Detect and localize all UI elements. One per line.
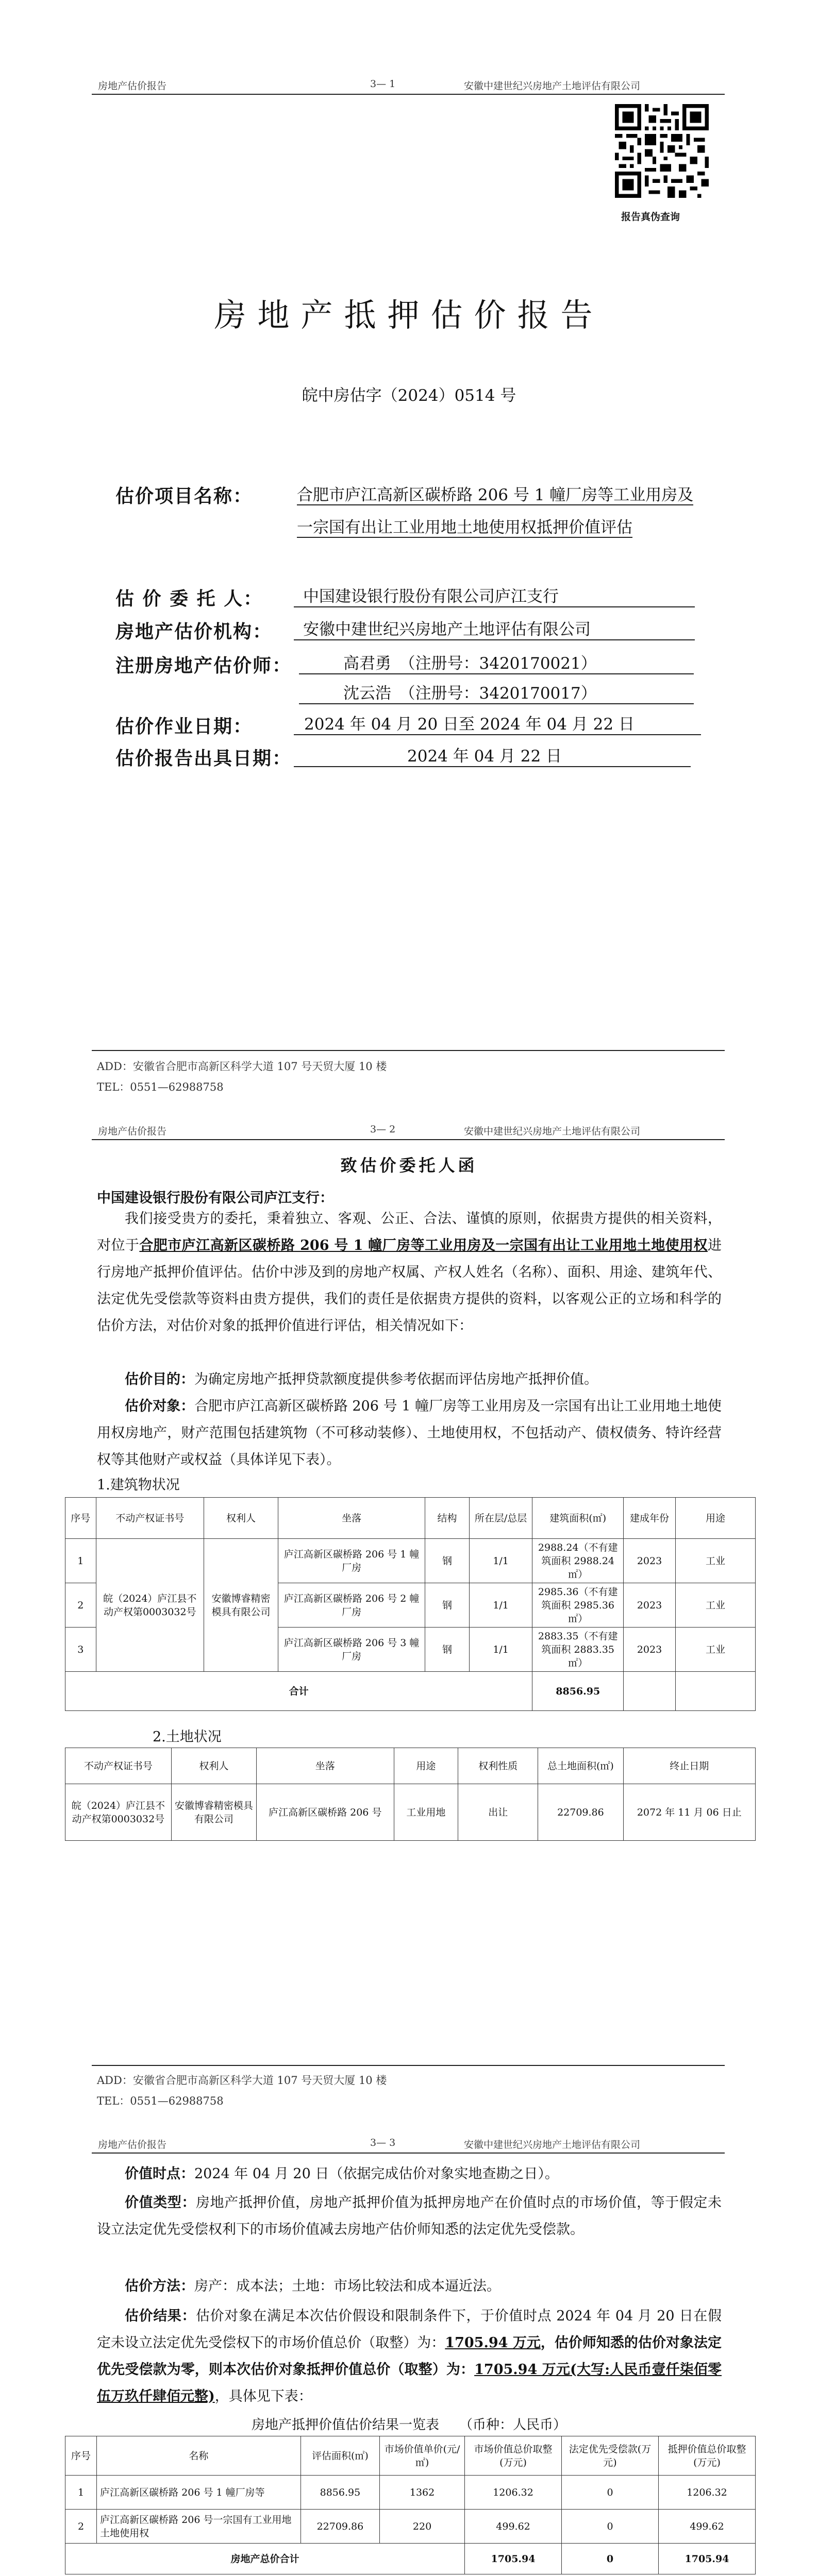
cell: 钢 — [425, 1539, 470, 1583]
document-number: 皖中房估字（2024）0514 号 — [302, 386, 516, 405]
total-area: 8856.95 — [532, 1672, 624, 1711]
table-total-row — [65, 1672, 756, 1711]
table-total-row — [65, 2544, 756, 2574]
cell: 1/1 — [469, 1628, 532, 1672]
cell: 0 — [562, 2476, 659, 2510]
client-label: 估 价 委 托 人： — [115, 588, 263, 609]
table-row — [65, 1539, 756, 1583]
issue-date-label: 估价报告出具日期： — [115, 748, 292, 769]
table-header-row — [65, 2436, 756, 2476]
header-rule — [92, 2153, 725, 2154]
qr-caption: 报告真伪查询 — [621, 211, 680, 223]
cell: 钢 — [425, 1628, 470, 1672]
col-header: 终止日期 — [623, 1748, 755, 1784]
cell: 220 — [380, 2510, 465, 2544]
method-label: 估价方法： — [125, 2278, 194, 2294]
cell: 出让 — [458, 1784, 538, 1841]
building-table — [65, 1497, 756, 1711]
total-label: 合计 — [65, 1672, 532, 1711]
cell: 2072 年 11 月 06 日止 — [623, 1784, 755, 1841]
appraiser-1: 高君勇 （注册号：3420170021） — [299, 650, 694, 674]
client-value: 中国建设银行股份有限公司庐江支行 — [294, 583, 695, 607]
cell: 8856.95 — [301, 2476, 379, 2510]
col-header: 名称 — [97, 2436, 301, 2476]
purpose-label: 估价目的： — [125, 1371, 194, 1387]
cell: 1/1 — [469, 1583, 532, 1628]
col-header: 市场价值总价取整(万元) — [465, 2436, 562, 2476]
col-header: 序号 — [65, 1498, 96, 1539]
cell: 庐江高新区碳桥路 206 号 — [256, 1784, 394, 1841]
result-mortgage-value: 1705.94 万元(大写:人民币壹仟柒佰零伍万玖仟肆佰元整) — [97, 2362, 722, 2404]
table-row — [65, 1784, 756, 1841]
cell: 22709.86 — [301, 2510, 379, 2544]
object-text: 合肥市庐江高新区碳桥路 206 号 1 幢厂房等工业用房及一宗国有出让工业用地土地使用权房地产，财产范围包括建筑物（不可移动装修）、土地使用权，不包括动产、债权债务、特许经营权等其他财产或权益（具体详见下表）。 — [97, 1398, 722, 1468]
footer-tel: TEL：0551—62988758 — [97, 1081, 224, 1093]
col-header: 权利性质 — [458, 1748, 538, 1784]
header-left: 房地产估价报告 — [98, 2139, 167, 2150]
letter-salutation: 中国建设银行股份有限公司庐江支行： — [97, 1190, 333, 1206]
value-date-label: 价值时点： — [125, 2166, 194, 2182]
col-header: 总土地面积(㎡) — [538, 1748, 623, 1784]
footer-tel: TEL：0551—62988758 — [97, 2095, 224, 2107]
cell: 2023 — [624, 1628, 676, 1672]
cell: 2 — [65, 1583, 96, 1628]
project-name-label: 估价项目名称： — [115, 485, 253, 507]
header-left: 房地产估价报告 — [98, 1126, 167, 1137]
cell: 1362 — [380, 2476, 465, 2510]
report-title: 房地产抵押估价报告 — [214, 296, 604, 334]
cell: 工业 — [675, 1539, 755, 1583]
total-label: 房地产总价合计 — [65, 2544, 465, 2574]
method — [97, 2273, 722, 2300]
cell: 庐江高新区碳桥路 206 号 2 幢厂房 — [278, 1583, 425, 1628]
cell: 1206.32 — [658, 2476, 755, 2510]
letter-title: 致估价委托人函 — [340, 1156, 478, 1175]
header-right: 安徽中建世纪兴房地产土地评估有限公司 — [464, 80, 641, 92]
total-market: 1705.94 — [465, 2544, 562, 2574]
cell: 庐江高新区碳桥路 206 号 1 幢厂房等 — [97, 2476, 301, 2510]
cell — [675, 1672, 755, 1711]
value-type-text: 房地产抵押价值，房地产抵押价值为抵押房地产在价值时点的市场价值，等于假定未设立法定优先受偿权利下的市场价值减去房地产估价师知悉的法定优先受偿款。 — [97, 2195, 722, 2238]
col-header: 评估面积(㎡) — [301, 2436, 379, 2476]
result-text-a: 估价对象在满足本次估价假设和限制条件下，于价值时点 2024 年 04 月 20 日在假定未设立法定优先受偿权下的市场价值总价（取整）为： — [97, 2308, 722, 2351]
agency-value: 安徽中建世纪兴房地产土地评估有限公司 — [294, 616, 695, 640]
p1-subject: 合肥市庐江高新区碳桥路 206 号 1 幢厂房等工业用房及一宗国有出让工业用地土地使用权 — [139, 1238, 708, 1253]
cell: 2 — [65, 2510, 97, 2544]
cert-cell: 皖（2024）庐江县不动产权第0003032号 — [96, 1539, 204, 1672]
col-header: 坐落 — [278, 1498, 425, 1539]
result-text-e: ，具体见下表： — [214, 2388, 312, 2404]
value-date — [97, 2161, 722, 2188]
header-page: 3— 2 — [370, 1124, 396, 1135]
value-date-text: 2024 年 04 月 20 日（依据完成估价对象实地查勘之日）。 — [194, 2166, 559, 2182]
header-left: 房地产估价报告 — [98, 80, 167, 92]
result-market-value: 1705.94 万元 — [445, 2335, 541, 2351]
purpose-text: 为确定房地产抵押贷款额度提供参考依据而评估房地产抵押价值。 — [194, 1371, 598, 1387]
cell: 0 — [562, 2510, 659, 2544]
col-header: 序号 — [65, 2436, 97, 2476]
cell: 1/1 — [469, 1539, 532, 1583]
section-building: 1.建筑物状况 — [97, 1477, 180, 1493]
appraiser-2: 沈云浩 （注册号：3420170017） — [299, 680, 694, 704]
col-header: 权利人 — [204, 1498, 278, 1539]
result-table — [65, 2436, 756, 2574]
cell: 22709.86 — [538, 1784, 623, 1841]
cell: 工业用地 — [394, 1784, 458, 1841]
total-mortgage: 1705.94 — [658, 2544, 755, 2574]
result-text-c: ，估价师知悉的估价对象法定优先受偿款为零，则本次估价对象抵押价值总价（取整）为： — [97, 2335, 722, 2378]
table-row — [65, 2510, 756, 2544]
cell: 1 — [65, 1539, 96, 1583]
header-right: 安徽中建世纪兴房地产土地评估有限公司 — [464, 1126, 641, 1137]
letter-paragraph-1 — [97, 1206, 722, 1340]
header-page: 3— 3 — [370, 2137, 396, 2148]
col-header: 权利人 — [171, 1748, 256, 1784]
col-header: 市场价值单价(元/㎡) — [380, 2436, 465, 2476]
work-date-value: 2024 年 04 月 20 日至 2024 年 04 月 22 日 — [294, 711, 701, 735]
result-label: 估价结果： — [125, 2308, 196, 2324]
col-header: 建筑面积(㎡) — [532, 1498, 624, 1539]
header-rule — [92, 1139, 725, 1140]
footer-address: ADD：安徽省合肥市高新区科学大道 107 号天贸大厦 10 楼 — [97, 2074, 387, 2087]
cell: 2883.35（不有建筑面积 2883.35 ㎡） — [532, 1628, 624, 1672]
cell: 工业 — [675, 1583, 755, 1628]
cell: 2023 — [624, 1539, 676, 1583]
owner-cell: 安徽博睿精密模具有限公司 — [204, 1539, 278, 1672]
cell: 工业 — [675, 1628, 755, 1672]
cell: 钢 — [425, 1583, 470, 1628]
cell: 安徽博睿精密模具有限公司 — [171, 1784, 256, 1841]
method-text: 房产：成本法；土地：市场比较法和成本逼近法。 — [194, 2278, 500, 2294]
project-name-text: 合肥市庐江高新区碳桥路 206 号 1 幢厂房等工业用房及一宗国有出让工业用地土地使用权抵押价值评估 — [297, 486, 694, 537]
value-type — [97, 2190, 722, 2243]
object-label: 估价对象： — [125, 1398, 195, 1414]
appraiser-label: 注册房地产估价师： — [115, 655, 292, 676]
col-header: 坐落 — [256, 1748, 394, 1784]
letter-purpose — [97, 1366, 722, 1393]
cell: 庐江高新区碳桥路 206 号 3 幢厂房 — [278, 1628, 425, 1672]
cell: 1206.32 — [465, 2476, 562, 2510]
land-table — [65, 1748, 756, 1841]
cell: 499.62 — [465, 2510, 562, 2544]
footer-rule — [92, 2065, 725, 2066]
total-priority: 0 — [562, 2544, 659, 2574]
work-date-label: 估价作业日期： — [115, 716, 253, 737]
table-row — [65, 2476, 756, 2510]
p1-text-c: 进行房地产抵押价值评估。估价中涉及到的房地产权属、产权人姓名（名称）、面积、用途、建筑年代、法定优先受偿款等资料由贵方提供，我们的责任是依据贵方提供的资料，以客观公正的立场和科学的估价方法，对估价对象的抵押价值进行评估，相关情况如下： — [97, 1238, 722, 1334]
cell: 499.62 — [658, 2510, 755, 2544]
header-right: 安徽中建世纪兴房地产土地评估有限公司 — [464, 2139, 641, 2150]
header-rule — [92, 94, 725, 95]
project-name-value — [297, 479, 709, 544]
p1-text-a: 我们接受贵方的委托，秉着独立、客观、公正、合法、谨慎的原则，依据贵方提供的相关资料，对位于 — [97, 1211, 722, 1253]
footer-address: ADD：安徽省合肥市高新区科学大道 107 号天贸大厦 10 楼 — [97, 1060, 387, 1073]
cell: 2988.24（不有建筑面积 2988.24 ㎡） — [532, 1539, 624, 1583]
value-type-label: 价值类型： — [125, 2195, 196, 2211]
cell: 2023 — [624, 1583, 676, 1628]
cell — [624, 1672, 676, 1711]
cell: 庐江高新区碳桥路 206 号 1 幢厂房 — [278, 1539, 425, 1583]
col-header: 抵押价值总价取整(万元) — [658, 2436, 755, 2476]
qr-code-icon[interactable] — [615, 104, 709, 198]
footer-rule — [92, 1050, 725, 1051]
table-header-row — [65, 1498, 756, 1539]
cell: 1 — [65, 2476, 97, 2510]
col-header: 所在层/总层 — [469, 1498, 532, 1539]
cell: 3 — [65, 1628, 96, 1672]
cell: 2985.36（不有建筑面积 2985.36 ㎡） — [532, 1583, 624, 1628]
col-header: 用途 — [394, 1748, 458, 1784]
letter-object — [97, 1393, 722, 1473]
col-header: 不动产权证书号 — [96, 1498, 204, 1539]
col-header: 法定优先受偿款(万元) — [562, 2436, 659, 2476]
table-header-row — [65, 1748, 756, 1784]
cell: 庐江高新区碳桥路 206 号一宗国有工业用地土地使用权 — [97, 2510, 301, 2544]
issue-date-value: 2024 年 04 月 22 日 — [294, 743, 691, 767]
col-header: 用途 — [675, 1498, 755, 1539]
section-land: 2.土地状况 — [153, 1729, 222, 1745]
col-header: 建成年份 — [624, 1498, 676, 1539]
agency-label: 房地产估价机构： — [115, 621, 273, 642]
result — [97, 2303, 722, 2410]
result-table-title: 房地产抵押价值估价结果一览表 （币种：人民币） — [251, 2417, 566, 2433]
col-header: 不动产权证书号 — [65, 1748, 172, 1784]
cell: 皖（2024）庐江县不动产权第0003032号 — [65, 1784, 172, 1841]
header-page: 3— 1 — [370, 78, 396, 90]
col-header: 结构 — [425, 1498, 470, 1539]
